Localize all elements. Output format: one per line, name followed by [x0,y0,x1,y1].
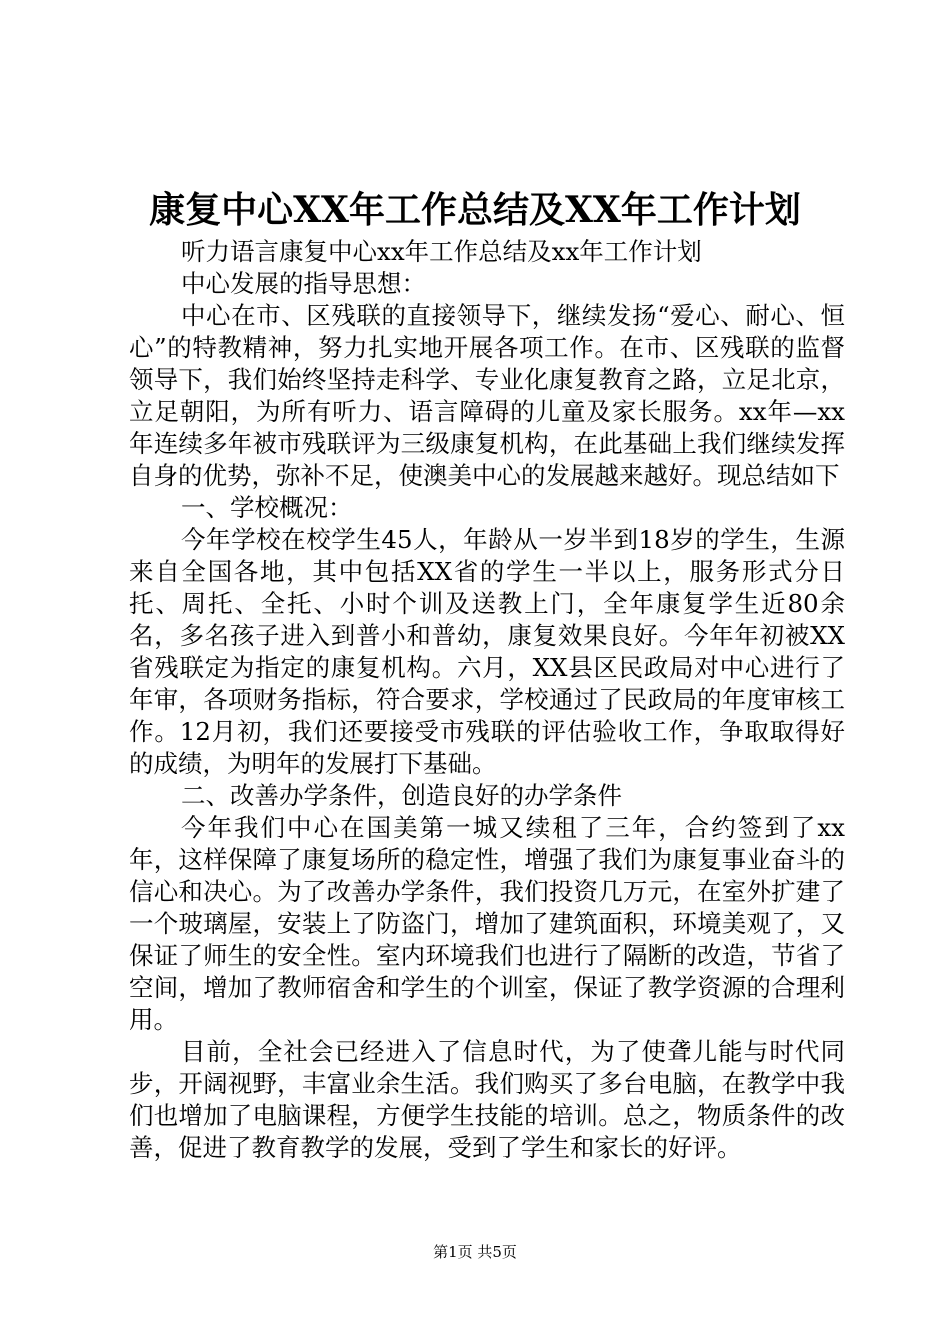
document-body [129,236,845,1164]
section-heading-improve-conditions: 二、改善办学条件，创造良好的办学条件 [181,781,622,810]
document-title: 康复中心XX年工作总结及XX年工作计划 [149,189,801,231]
page-footer: 第1页 共5页 [433,1243,517,1261]
paragraph-subtitle: 听力语言康复中心xx年工作总结及xx年工作计划 [181,237,702,266]
paragraph-information-age: 目前，全社会已经进入了信息时代，为了使聋儿能与时代同步，开阔视野，丰富业余生活。我们购买了多台电脑，在教学中我们也增加了电脑课程，方便学生技能的培训。总之，物质条件的改善，促进了教育教学的发展，受到了学生和家长的好评。 [129,1037,845,1162]
paragraph-guiding-heading: 中心发展的指导思想： [181,269,426,298]
section-heading-school-overview: 一、学校概况： [181,493,353,522]
paragraph-school-overview: 今年学校在校学生45人，年龄从一岁半到18岁的学生，生源来自全国各地，其中包括XX省的学生一半以上，服务形式分日托、周托、全托、小时个训及送教上门，全年康复学生近80余名，多名孩子进入到普小和普幼，康复效果良好。今年年初被XX省残联定为指定的康复机构。六月，XX县区民政局对中心进行了年审，各项财务指标，符合要求，学校通过了民政局的年度审核工作。12月初，我们还要接受市残联的评估验收工作，争取取得好的成绩，为明年的发展打下基础。 [129,525,845,778]
paragraph-guiding-body: 中心在市、区残联的直接领导下，继续发扬“爱心、耐心、恒心”的特教精神，努力扎实地开展各项工作。在市、区残联的监督领导下，我们始终坚持走科学、专业化康复教育之路，立足北京，立足朝阳，为所有听力、语言障碍的儿童及家长服务。xx年—xx年连续多年被市残联评为三级康复机构，在此基础上我们继续发挥自身的优势，弥补不足，使澳美中心的发展越来越好。现总结如下 [129,301,845,490]
paragraph-improve-conditions: 今年我们中心在国美第一城又续租了三年，合约签到了xx年，这样保障了康复场所的稳定性，增强了我们为康复事业奋斗的信心和决心。为了改善办学条件，我们投资几万元，在室外扩建了一个玻璃屋，安装上了防盗门，增加了建筑面积，环境美观了，又保证了师生的安全性。室内环境我们也进行了隔断的改造，节省了空间，增加了教师宿舍和学生的个训室，保证了教学资源的合理利用。 [129,813,845,1034]
